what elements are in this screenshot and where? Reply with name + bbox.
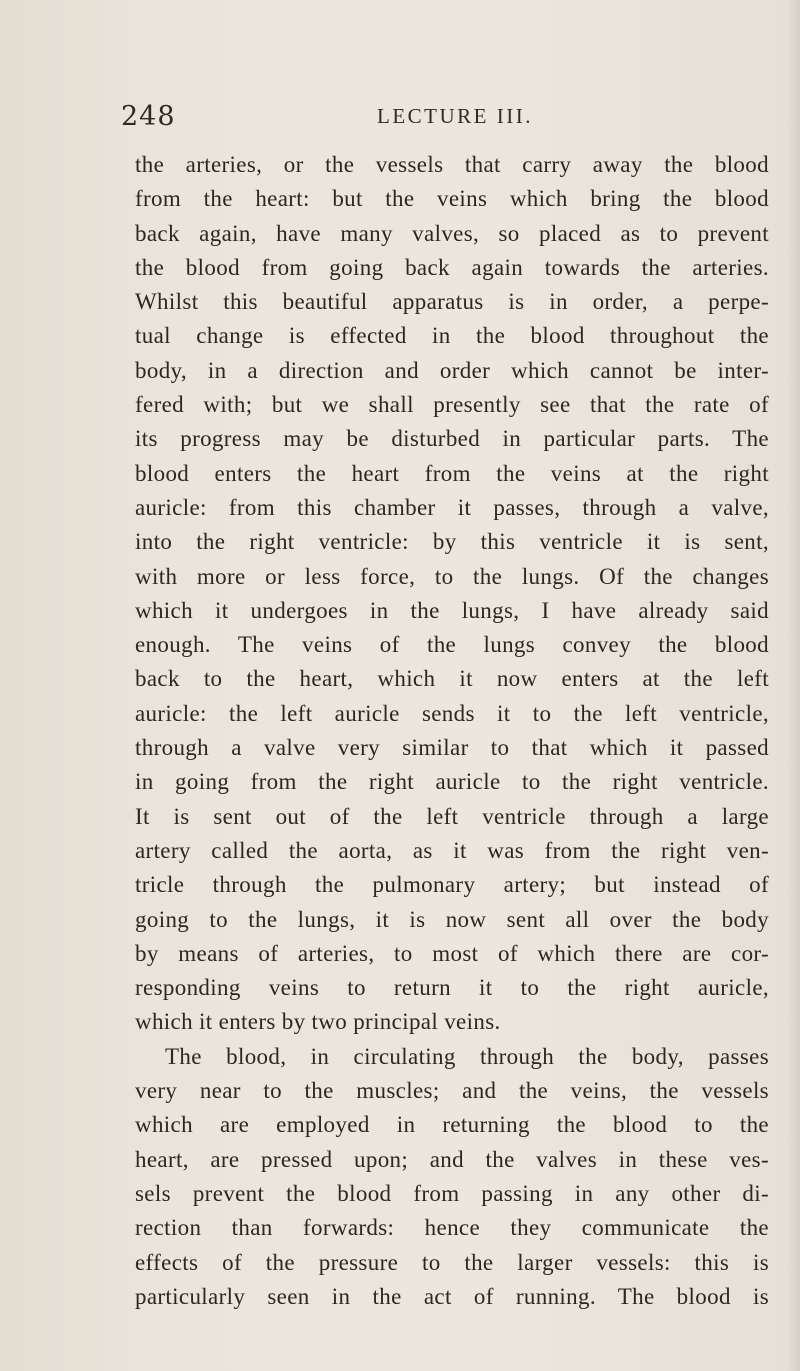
text-line: through a valve very similar to that which it passed xyxy=(135,735,769,761)
text-line: the arteries, or the vessels that carry away the blood xyxy=(135,152,769,177)
text-line: back again, have many valves, so placed as to prevent xyxy=(135,220,769,246)
text-line: rection than forwards: hence they communicate the xyxy=(135,1215,769,1241)
text-line: sels prevent the blood from passing in any other di- xyxy=(135,1180,769,1206)
text-line: which it undergoes in the lungs, I have already said xyxy=(135,597,769,623)
text-line: by means of arteries, to most of which there are cor- xyxy=(135,940,769,966)
text-line: auricle: from this chamber it passes, through a valve, xyxy=(135,494,769,520)
running-title: LECTURE III. xyxy=(377,104,533,128)
text-line: body, in a direction and order which cannot be inter- xyxy=(135,357,769,383)
text-line: back to the heart, which it now enters at the left xyxy=(135,666,769,692)
text-line: its progress may be disturbed in particular parts. The xyxy=(135,426,769,452)
text-line: tricle through the pulmonary artery; but instead of xyxy=(135,872,769,898)
text-line: going to the lungs, it is now sent all over the body xyxy=(135,906,769,932)
text-line-paragraph-start: The blood, in circulating through the body, passes xyxy=(165,1043,769,1069)
page-edge-shadow xyxy=(786,0,800,1371)
text-line: It is sent out of the left ventricle through a large xyxy=(135,803,769,829)
text-line: tual change is effected in the blood throughout the xyxy=(135,323,769,349)
text-line: artery called the aorta, as it was from the right ven- xyxy=(135,837,769,863)
text-line: particularly seen in the act of running. The blood is xyxy=(135,1283,769,1309)
text-line: very near to the muscles; and the veins, the vessels xyxy=(135,1078,769,1104)
text-line: in going from the right auricle to the right ventricle. xyxy=(135,769,769,795)
text-line: into the right ventricle: by this ventricle it is sent, xyxy=(135,529,769,555)
body-text xyxy=(135,148,769,1314)
running-head xyxy=(0,101,800,141)
text-line: effects of the pressure to the larger vessels: this is xyxy=(135,1249,769,1275)
text-line: responding veins to return it to the right auricle, xyxy=(135,975,769,1001)
text-line: from the heart: but the veins which bring the blood xyxy=(135,186,769,212)
text-line: enough. The veins of the lungs convey the blood xyxy=(135,632,769,658)
text-line: blood enters the heart from the veins at the right xyxy=(135,460,769,486)
text-line: fered with; but we shall presently see that the rate of xyxy=(135,392,769,418)
text-line: which it enters by two principal veins. xyxy=(135,1009,501,1035)
text-line: with more or less force, to the lungs. Of the changes xyxy=(135,563,769,589)
text-line: auricle: the left auricle sends it to the left ventricle, xyxy=(135,700,769,726)
text-line: heart, are pressed upon; and the valves in these ves- xyxy=(135,1146,769,1172)
text-line: which are employed in returning the blood to the xyxy=(135,1112,769,1138)
text-line: Whilst this beautiful apparatus is in order, a perpe- xyxy=(135,289,769,315)
page-number: 248 xyxy=(121,101,176,132)
text-line: the blood from going back again towards the arteries. xyxy=(135,254,769,280)
